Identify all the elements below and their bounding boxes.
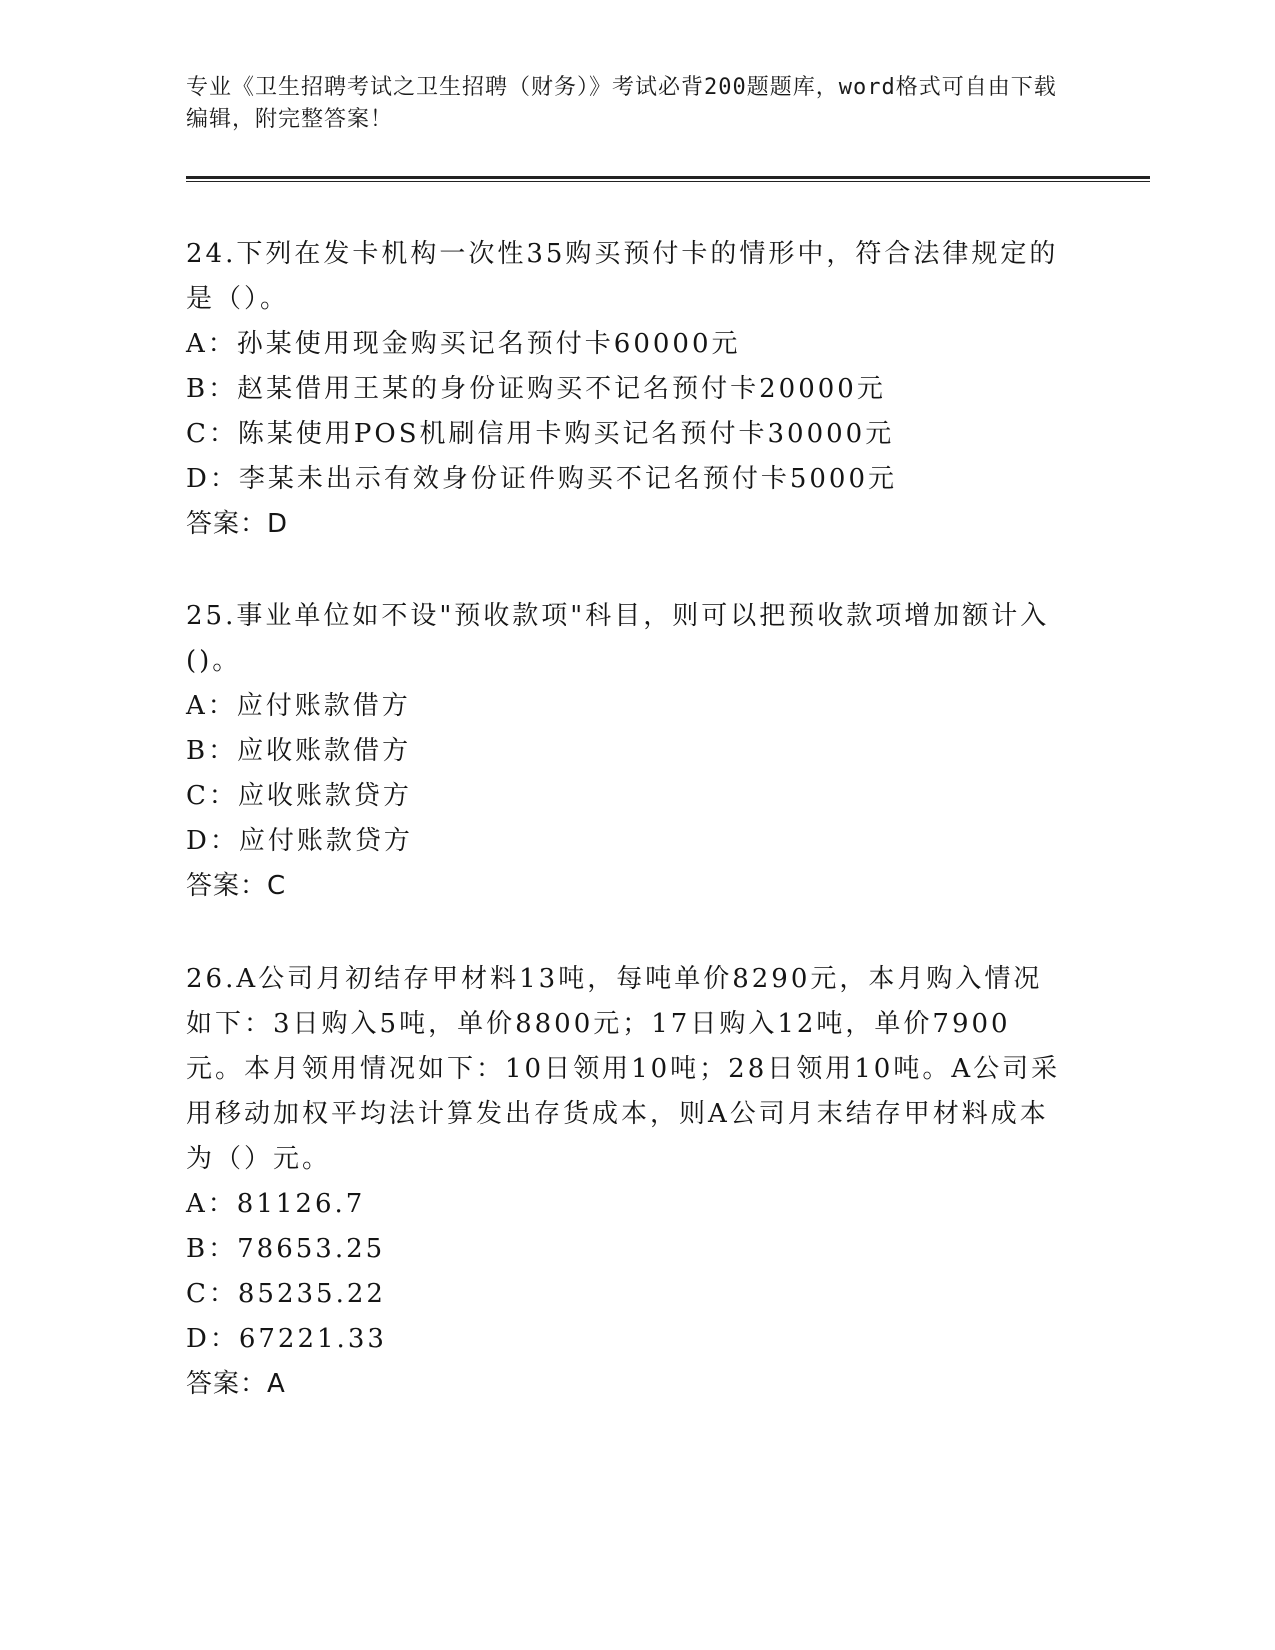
header-rule-thin bbox=[186, 181, 1150, 182]
option-a: A：孙某使用现金购买记名预付卡60000元 bbox=[186, 329, 741, 359]
option-c: C：85235.22 bbox=[186, 1279, 386, 1309]
question-24 bbox=[186, 232, 1066, 547]
question-stem: 24.下列在发卡机构一次性35购买预付卡的情形中，符合法律规定的是（）。 bbox=[186, 239, 1059, 314]
answer: 答案：C bbox=[186, 871, 287, 901]
option-c: C：应收账款贷方 bbox=[186, 781, 412, 811]
answer: 答案：A bbox=[186, 1369, 286, 1399]
question-stem: 26.A公司月初结存甲材料13吨，每吨单价8290元，本月购入情况如下：3日购入5吨，单价8800元；17日购入12吨，单价7900元。本月领用情况如下：10日领用10吨；28日领用10吨。A公司采用移动加权平均法计算发出存货成本，则A公司月末结存甲材料成本为（）元。 bbox=[186, 964, 1061, 1174]
question-stem: 25.事业单位如不设"预收款项"科目，则可以把预收款项增加额计入()。 bbox=[186, 601, 1050, 676]
option-b: B：78653.25 bbox=[186, 1234, 386, 1264]
option-a: A：应付账款借方 bbox=[186, 691, 411, 721]
option-d: D：67221.33 bbox=[186, 1324, 387, 1354]
question-25 bbox=[186, 594, 1066, 909]
option-b: B：应收账款借方 bbox=[186, 736, 412, 766]
option-d: D：应付账款贷方 bbox=[186, 826, 413, 856]
header-rule-thick bbox=[186, 176, 1150, 179]
option-a: A：81126.7 bbox=[186, 1189, 366, 1219]
answer: 答案：D bbox=[186, 509, 289, 539]
option-b: B：赵某借用王某的身份证购买不记名预付卡20000元 bbox=[186, 374, 886, 404]
option-d: D：李某未出示有效身份证件购买不记名预付卡5000元 bbox=[186, 464, 898, 494]
option-c: C：陈某使用POS机刷信用卡购买记名预付卡30000元 bbox=[186, 419, 895, 449]
question-26 bbox=[186, 957, 1066, 1407]
document-intro: 专业《卫生招聘考试之卫生招聘（财务）》考试必背200题题库，word格式可自由下载编辑，附完整答案！ bbox=[186, 75, 1057, 132]
